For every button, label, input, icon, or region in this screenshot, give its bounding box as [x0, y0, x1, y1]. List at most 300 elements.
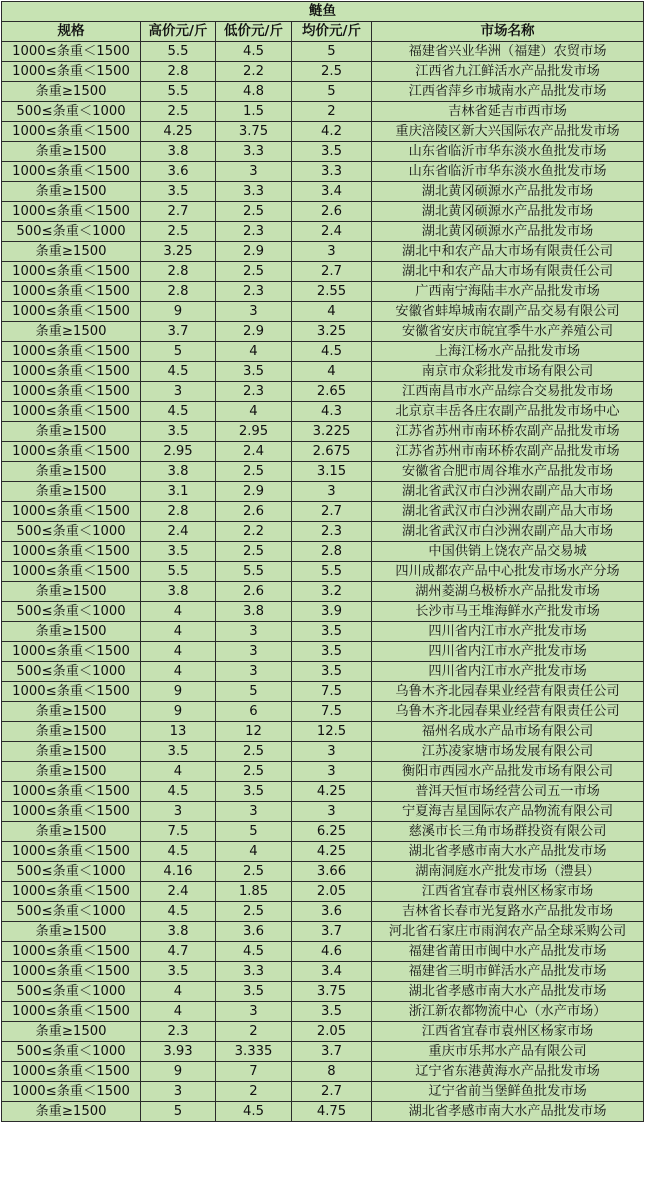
cell-high-price: 3.5: [141, 742, 216, 762]
table-row: [2, 442, 644, 462]
cell-avg-price: 3.6: [292, 902, 372, 922]
cell-high-price: 7.5: [141, 822, 216, 842]
cell-market: 乌鲁木齐北园春果业经营有限责任公司: [372, 702, 644, 722]
cell-high-price: 3.6: [141, 162, 216, 182]
cell-spec: 1000≤条重＜1500: [2, 122, 141, 142]
cell-high-price: 3: [141, 802, 216, 822]
cell-low-price: 3: [216, 302, 292, 322]
cell-market: 吉林省延吉市西市场: [372, 102, 644, 122]
cell-low-price: 3: [216, 622, 292, 642]
cell-low-price: 2.5: [216, 742, 292, 762]
table-row: [2, 622, 644, 642]
cell-spec: 条重≥1500: [2, 182, 141, 202]
cell-high-price: 4: [141, 1002, 216, 1022]
cell-spec: 1000≤条重＜1500: [2, 282, 141, 302]
cell-low-price: 3.3: [216, 182, 292, 202]
cell-spec: 1000≤条重＜1500: [2, 842, 141, 862]
cell-avg-price: 2.4: [292, 222, 372, 242]
table-row: [2, 162, 644, 182]
cell-avg-price: 3.2: [292, 582, 372, 602]
table-row: [2, 1082, 644, 1102]
cell-market: 湖州菱湖乌极桥水产品批发市场: [372, 582, 644, 602]
cell-avg-price: 3.3: [292, 162, 372, 182]
cell-market: 重庆涪陵区新大兴国际农产品批发市场: [372, 122, 644, 142]
cell-market: 湖北黄冈硕源水产品批发市场: [372, 182, 644, 202]
header-row: [2, 22, 644, 42]
cell-spec: 500≤条重＜1000: [2, 602, 141, 622]
cell-low-price: 2.4: [216, 442, 292, 462]
cell-spec: 条重≥1500: [2, 82, 141, 102]
cell-spec: 条重≥1500: [2, 482, 141, 502]
cell-low-price: 3.6: [216, 922, 292, 942]
table-row: [2, 522, 644, 542]
cell-market: 中国供销上饶农产品交易城: [372, 542, 644, 562]
table-row: [2, 662, 644, 682]
cell-high-price: 2.4: [141, 522, 216, 542]
cell-market: 乌鲁木齐北园春果业经营有限责任公司: [372, 682, 644, 702]
cell-avg-price: 7.5: [292, 682, 372, 702]
cell-high-price: 4.5: [141, 902, 216, 922]
cell-avg-price: 2.65: [292, 382, 372, 402]
cell-high-price: 3: [141, 1082, 216, 1102]
cell-avg-price: 3.15: [292, 462, 372, 482]
cell-spec: 条重≥1500: [2, 1022, 141, 1042]
title-row: [2, 2, 644, 22]
cell-low-price: 2.9: [216, 242, 292, 262]
cell-avg-price: 3: [292, 762, 372, 782]
table-row: [2, 742, 644, 762]
cell-avg-price: 3: [292, 802, 372, 822]
cell-avg-price: 8: [292, 1062, 372, 1082]
cell-market: 辽宁省东港黄海水产品批发市场: [372, 1062, 644, 1082]
table-row: [2, 262, 644, 282]
cell-market: 湖南洞庭水产批发市场（澧县）: [372, 862, 644, 882]
table-row: [2, 702, 644, 722]
cell-avg-price: 4: [292, 362, 372, 382]
cell-high-price: 4: [141, 642, 216, 662]
table-row: [2, 482, 644, 502]
cell-spec: 条重≥1500: [2, 722, 141, 742]
cell-high-price: 3.93: [141, 1042, 216, 1062]
cell-spec: 500≤条重＜1000: [2, 522, 141, 542]
table-row: [2, 1002, 644, 1022]
cell-low-price: 4: [216, 342, 292, 362]
header-high-price: 高价元/斤: [141, 22, 216, 42]
cell-spec: 1000≤条重＜1500: [2, 802, 141, 822]
cell-spec: 500≤条重＜1000: [2, 662, 141, 682]
cell-spec: 1000≤条重＜1500: [2, 682, 141, 702]
table-row: [2, 822, 644, 842]
table-row: [2, 982, 644, 1002]
cell-spec: 1000≤条重＜1500: [2, 562, 141, 582]
cell-avg-price: 3: [292, 242, 372, 262]
cell-spec: 条重≥1500: [2, 822, 141, 842]
cell-high-price: 2.5: [141, 102, 216, 122]
cell-spec: 1000≤条重＜1500: [2, 962, 141, 982]
cell-spec: 1000≤条重＜1500: [2, 362, 141, 382]
cell-spec: 1000≤条重＜1500: [2, 1062, 141, 1082]
cell-high-price: 4: [141, 622, 216, 642]
cell-high-price: 9: [141, 1062, 216, 1082]
cell-high-price: 4: [141, 982, 216, 1002]
cell-market: 江苏凌家塘市场发展有限公司: [372, 742, 644, 762]
cell-market: 江西南昌市水产品综合交易批发市场: [372, 382, 644, 402]
cell-market: 辽宁省前当堡鲜鱼批发市场: [372, 1082, 644, 1102]
cell-low-price: 5: [216, 822, 292, 842]
table-row: [2, 122, 644, 142]
table-row: [2, 1022, 644, 1042]
cell-market: 广西南宁海陆丰水产品批发市场: [372, 282, 644, 302]
cell-avg-price: 3.9: [292, 602, 372, 622]
table-row: [2, 102, 644, 122]
cell-market: 四川省内江市水产批发市场: [372, 622, 644, 642]
cell-low-price: 2.5: [216, 262, 292, 282]
cell-high-price: 2.95: [141, 442, 216, 462]
table-row: [2, 382, 644, 402]
cell-market: 浙江新农都物流中心（水产市场）: [372, 1002, 644, 1022]
cell-low-price: 2.3: [216, 222, 292, 242]
cell-spec: 1000≤条重＜1500: [2, 1082, 141, 1102]
cell-avg-price: 2.05: [292, 882, 372, 902]
cell-avg-price: 3.7: [292, 922, 372, 942]
cell-market: 重庆市乐邦水产品有限公司: [372, 1042, 644, 1062]
cell-market: 吉林省长春市光复路水产品批发市场: [372, 902, 644, 922]
cell-market: 江西省宜春市袁州区杨家市场: [372, 1022, 644, 1042]
cell-low-price: 2.5: [216, 462, 292, 482]
cell-spec: 1000≤条重＜1500: [2, 382, 141, 402]
cell-low-price: 3.5: [216, 982, 292, 1002]
table-row: [2, 342, 644, 362]
table-row: [2, 282, 644, 302]
cell-high-price: 13: [141, 722, 216, 742]
cell-low-price: 2: [216, 1022, 292, 1042]
table-row: [2, 802, 644, 822]
cell-low-price: 2.6: [216, 582, 292, 602]
cell-spec: 1000≤条重＜1500: [2, 942, 141, 962]
cell-market: 河北省石家庄市雨润农产品全球采购公司: [372, 922, 644, 942]
cell-high-price: 3.1: [141, 482, 216, 502]
cell-high-price: 2.8: [141, 262, 216, 282]
cell-high-price: 4.25: [141, 122, 216, 142]
cell-high-price: 5.5: [141, 42, 216, 62]
cell-high-price: 9: [141, 302, 216, 322]
cell-market: 江苏省苏州市南环桥农副产品批发市场: [372, 442, 644, 462]
cell-high-price: 2.8: [141, 282, 216, 302]
cell-avg-price: 5: [292, 82, 372, 102]
cell-spec: 500≤条重＜1000: [2, 222, 141, 242]
cell-avg-price: 2.05: [292, 1022, 372, 1042]
cell-avg-price: 3.225: [292, 422, 372, 442]
cell-high-price: 5.5: [141, 82, 216, 102]
cell-high-price: 3.25: [141, 242, 216, 262]
cell-low-price: 2.3: [216, 282, 292, 302]
cell-avg-price: 7.5: [292, 702, 372, 722]
cell-spec: 1000≤条重＜1500: [2, 442, 141, 462]
cell-avg-price: 3.66: [292, 862, 372, 882]
cell-spec: 条重≥1500: [2, 582, 141, 602]
table-row: [2, 842, 644, 862]
cell-market: 湖北黄冈硕源水产品批发市场: [372, 202, 644, 222]
cell-low-price: 3: [216, 642, 292, 662]
cell-low-price: 2: [216, 1082, 292, 1102]
cell-market: 安徽省蚌埠城南农副产品交易有限公司: [372, 302, 644, 322]
cell-spec: 1000≤条重＜1500: [2, 202, 141, 222]
cell-avg-price: 5.5: [292, 562, 372, 582]
table-row: [2, 362, 644, 382]
cell-avg-price: 3.5: [292, 142, 372, 162]
table-row: [2, 62, 644, 82]
cell-spec: 500≤条重＜1000: [2, 1042, 141, 1062]
cell-avg-price: 3.4: [292, 182, 372, 202]
cell-spec: 条重≥1500: [2, 622, 141, 642]
table-row: [2, 562, 644, 582]
cell-low-price: 4: [216, 842, 292, 862]
cell-spec: 条重≥1500: [2, 1102, 141, 1122]
cell-market: 湖北省武汉市白沙洲农副产品大市场: [372, 482, 644, 502]
cell-low-price: 6: [216, 702, 292, 722]
cell-market: 宁夏海吉星国际农产品物流有限公司: [372, 802, 644, 822]
cell-spec: 500≤条重＜1000: [2, 862, 141, 882]
cell-avg-price: 3.4: [292, 962, 372, 982]
table-row: [2, 402, 644, 422]
cell-market: 上海江杨水产品批发市场: [372, 342, 644, 362]
cell-low-price: 7: [216, 1062, 292, 1082]
table-row: [2, 202, 644, 222]
cell-avg-price: 2: [292, 102, 372, 122]
cell-high-price: 3: [141, 382, 216, 402]
cell-high-price: 3.7: [141, 322, 216, 342]
cell-high-price: 9: [141, 702, 216, 722]
table-body: [2, 2, 644, 1122]
table-row: [2, 582, 644, 602]
cell-low-price: 12: [216, 722, 292, 742]
cell-market: 湖北中和农产品大市场有限责任公司: [372, 242, 644, 262]
header-market: 市场名称: [372, 22, 644, 42]
table-row: [2, 462, 644, 482]
cell-avg-price: 5: [292, 42, 372, 62]
table-row: [2, 222, 644, 242]
cell-spec: 条重≥1500: [2, 142, 141, 162]
cell-market: 湖北黄冈硕源水产品批发市场: [372, 222, 644, 242]
table-row: [2, 42, 644, 62]
cell-market: 安徽省安庆市皖宜季牛水产养殖公司: [372, 322, 644, 342]
cell-avg-price: 6.25: [292, 822, 372, 842]
cell-low-price: 3.75: [216, 122, 292, 142]
cell-low-price: 4.5: [216, 942, 292, 962]
cell-avg-price: 4.3: [292, 402, 372, 422]
cell-high-price: 4.5: [141, 782, 216, 802]
cell-low-price: 2.5: [216, 902, 292, 922]
cell-avg-price: 3.5: [292, 642, 372, 662]
cell-high-price: 2.5: [141, 222, 216, 242]
cell-avg-price: 3.5: [292, 662, 372, 682]
cell-spec: 1000≤条重＜1500: [2, 302, 141, 322]
cell-avg-price: 4.6: [292, 942, 372, 962]
table-row: [2, 502, 644, 522]
table-row: [2, 882, 644, 902]
header-avg-price: 均价元/斤: [292, 22, 372, 42]
cell-spec: 1000≤条重＜1500: [2, 642, 141, 662]
table-row: [2, 542, 644, 562]
cell-avg-price: 2.675: [292, 442, 372, 462]
cell-market: 山东省临沂市华东淡水鱼批发市场: [372, 162, 644, 182]
table-row: [2, 242, 644, 262]
cell-spec: 500≤条重＜1000: [2, 982, 141, 1002]
cell-spec: 条重≥1500: [2, 422, 141, 442]
cell-high-price: 3.8: [141, 922, 216, 942]
cell-market: 四川省内江市水产批发市场: [372, 662, 644, 682]
cell-market: 普洱天恒市场经营公司五一市场: [372, 782, 644, 802]
cell-low-price: 2.9: [216, 322, 292, 342]
table-row: [2, 722, 644, 742]
table-row: [2, 602, 644, 622]
cell-avg-price: 3.5: [292, 622, 372, 642]
cell-spec: 条重≥1500: [2, 462, 141, 482]
cell-low-price: 3: [216, 662, 292, 682]
cell-spec: 500≤条重＜1000: [2, 102, 141, 122]
cell-avg-price: 4: [292, 302, 372, 322]
cell-high-price: 4: [141, 762, 216, 782]
cell-low-price: 2.3: [216, 382, 292, 402]
cell-low-price: 5: [216, 682, 292, 702]
cell-avg-price: 2.7: [292, 1082, 372, 1102]
cell-high-price: 2.7: [141, 202, 216, 222]
cell-low-price: 3.3: [216, 142, 292, 162]
cell-low-price: 2.9: [216, 482, 292, 502]
table-row: [2, 782, 644, 802]
cell-market: 北京京丰岳各庄农副产品批发市场中心: [372, 402, 644, 422]
cell-avg-price: 2.5: [292, 62, 372, 82]
cell-spec: 条重≥1500: [2, 322, 141, 342]
cell-avg-price: 2.7: [292, 502, 372, 522]
cell-low-price: 5.5: [216, 562, 292, 582]
table-row: [2, 682, 644, 702]
cell-market: 四川成都农产品中心批发市场水产分场: [372, 562, 644, 582]
cell-low-price: 4.5: [216, 42, 292, 62]
cell-low-price: 2.6: [216, 502, 292, 522]
cell-high-price: 3.5: [141, 962, 216, 982]
cell-spec: 1000≤条重＜1500: [2, 42, 141, 62]
cell-avg-price: 3.75: [292, 982, 372, 1002]
cell-high-price: 3.8: [141, 142, 216, 162]
cell-market: 慈溪市长三角市场群投资有限公司: [372, 822, 644, 842]
cell-market: 湖北省武汉市白沙洲农副产品大市场: [372, 522, 644, 542]
cell-market: 江苏省苏州市南环桥农副产品批发市场: [372, 422, 644, 442]
header-spec: 规格: [2, 22, 141, 42]
cell-high-price: 2.8: [141, 62, 216, 82]
cell-avg-price: 2.7: [292, 262, 372, 282]
table-row: [2, 182, 644, 202]
cell-market: 湖北省孝感市南大水产品批发市场: [372, 842, 644, 862]
cell-low-price: 2.5: [216, 202, 292, 222]
cell-avg-price: 2.8: [292, 542, 372, 562]
table-row: [2, 1062, 644, 1082]
cell-high-price: 3.5: [141, 422, 216, 442]
table-row: [2, 962, 644, 982]
cell-spec: 1000≤条重＜1500: [2, 262, 141, 282]
table-row: [2, 142, 644, 162]
cell-low-price: 3: [216, 162, 292, 182]
cell-low-price: 2.5: [216, 762, 292, 782]
cell-high-price: 4.5: [141, 402, 216, 422]
cell-high-price: 2.4: [141, 882, 216, 902]
cell-avg-price: 4.5: [292, 342, 372, 362]
cell-spec: 条重≥1500: [2, 242, 141, 262]
cell-low-price: 3.8: [216, 602, 292, 622]
cell-avg-price: 3.7: [292, 1042, 372, 1062]
cell-market: 四川省内江市水产批发市场: [372, 642, 644, 662]
cell-low-price: 2.5: [216, 862, 292, 882]
cell-high-price: 4.7: [141, 942, 216, 962]
cell-spec: 条重≥1500: [2, 922, 141, 942]
cell-market: 福建省莆田市闽中水产品批发市场: [372, 942, 644, 962]
cell-spec: 1000≤条重＜1500: [2, 1002, 141, 1022]
table-title: 鲢鱼: [2, 2, 644, 22]
cell-market: 江西省萍乡市城南水产品批发市场: [372, 82, 644, 102]
cell-spec: 条重≥1500: [2, 702, 141, 722]
cell-avg-price: 3.25: [292, 322, 372, 342]
cell-low-price: 3.5: [216, 362, 292, 382]
table-row: [2, 922, 644, 942]
cell-avg-price: 3: [292, 482, 372, 502]
cell-high-price: 5: [141, 342, 216, 362]
cell-high-price: 5.5: [141, 562, 216, 582]
cell-low-price: 1.5: [216, 102, 292, 122]
cell-market: 福建省三明市鲜活水产品批发市场: [372, 962, 644, 982]
cell-high-price: 4.5: [141, 842, 216, 862]
cell-market: 江西省宜春市袁州区杨家市场: [372, 882, 644, 902]
cell-high-price: 4: [141, 602, 216, 622]
table-row: [2, 762, 644, 782]
cell-avg-price: 4.75: [292, 1102, 372, 1122]
cell-avg-price: 2.55: [292, 282, 372, 302]
cell-market: 长沙市马王堆海鲜水产批发市场: [372, 602, 644, 622]
table-row: [2, 422, 644, 442]
cell-high-price: 3.5: [141, 542, 216, 562]
cell-avg-price: 2.3: [292, 522, 372, 542]
cell-market: 湖北中和农产品大市场有限责任公司: [372, 262, 644, 282]
cell-market: 安徽省合肥市周谷堆水产品批发市场: [372, 462, 644, 482]
cell-high-price: 2.3: [141, 1022, 216, 1042]
cell-spec: 1000≤条重＜1500: [2, 882, 141, 902]
cell-high-price: 4: [141, 662, 216, 682]
cell-high-price: 3.8: [141, 462, 216, 482]
cell-low-price: 3.5: [216, 782, 292, 802]
cell-market: 福建省兴业华洲（福建）农贸市场: [372, 42, 644, 62]
table-row: [2, 902, 644, 922]
cell-low-price: 3: [216, 802, 292, 822]
cell-market: 福州名成水产品市场有限公司: [372, 722, 644, 742]
table-row: [2, 1102, 644, 1122]
cell-low-price: 2.2: [216, 62, 292, 82]
cell-spec: 1000≤条重＜1500: [2, 402, 141, 422]
cell-high-price: 3.8: [141, 582, 216, 602]
cell-market: 江西省九江鲜活水产品批发市场: [372, 62, 644, 82]
table-row: [2, 322, 644, 342]
cell-market: 南京市众彩批发市场有限公司: [372, 362, 644, 382]
cell-market: 衡阳市西园水产品批发市场有限公司: [372, 762, 644, 782]
cell-low-price: 1.85: [216, 882, 292, 902]
cell-avg-price: 3: [292, 742, 372, 762]
cell-high-price: 4.16: [141, 862, 216, 882]
cell-market: 湖北省武汉市白沙洲农副产品大市场: [372, 502, 644, 522]
cell-low-price: 3.3: [216, 962, 292, 982]
cell-spec: 1000≤条重＜1500: [2, 162, 141, 182]
cell-market: 山东省临沂市华东淡水鱼批发市场: [372, 142, 644, 162]
cell-low-price: 3.335: [216, 1042, 292, 1062]
table-row: [2, 642, 644, 662]
table-row: [2, 1042, 644, 1062]
